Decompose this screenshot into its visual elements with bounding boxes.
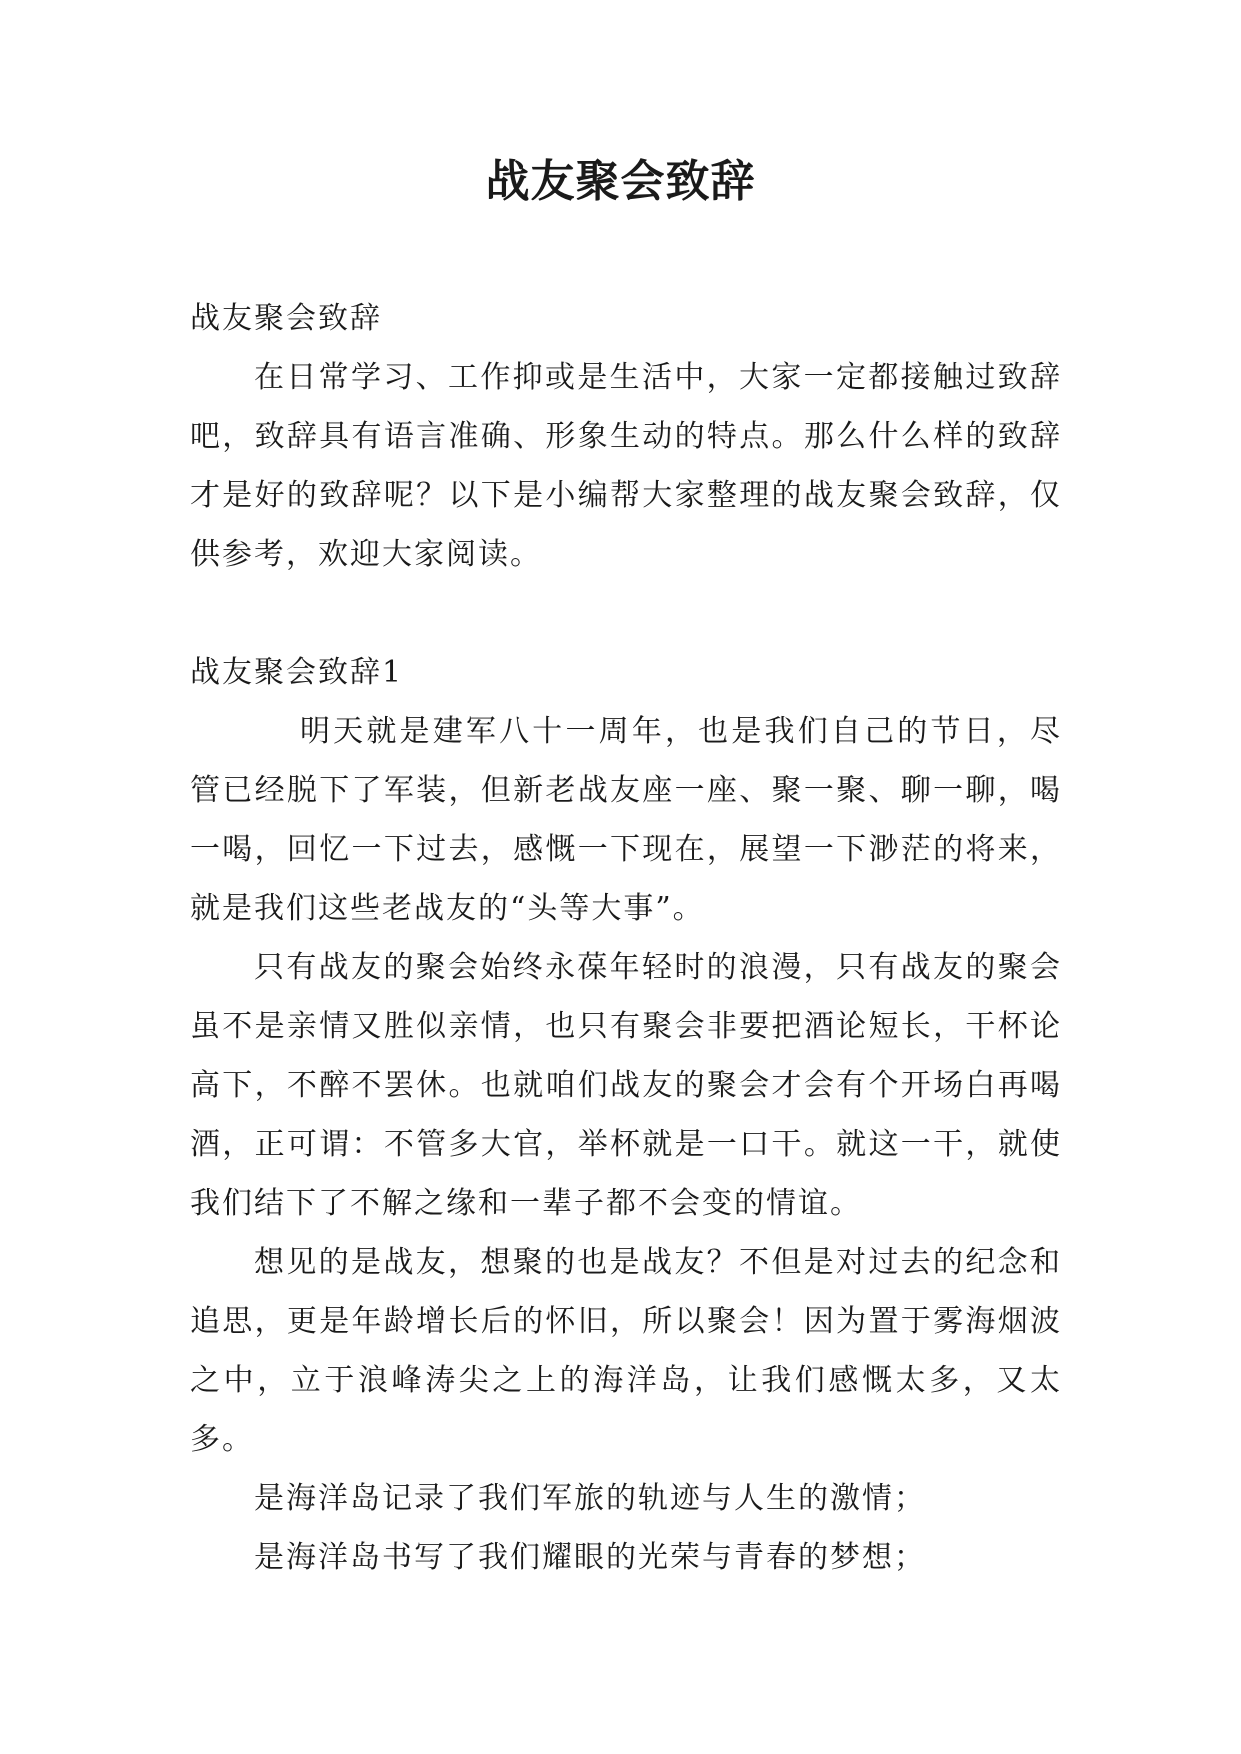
- document-subtitle: 战友聚会致辞: [190, 301, 382, 336]
- section-heading: 战友聚会致辞1: [190, 655, 404, 690]
- document-body: [190, 289, 1062, 1587]
- body-paragraph-2: 只有战友的聚会始终永葆年轻时的浪漫，只有战友的聚会虽不是亲情又胜似亲情，也只有聚会非要把酒论短长，干杯论高下，不醉不罢休。也就咱们战友的聚会才会有个开场白再喝酒，正可谓：不管多大官，举杯就是一口干。就这一干，就使我们结下了不解之缘和一辈子都不会变的情谊。: [190, 950, 1062, 1221]
- body-paragraph-4: 是海洋岛记录了我们军旅的轨迹与人生的激情；: [254, 1481, 926, 1516]
- body-paragraph-3: 想见的是战友，想聚的也是战友？不但是对过去的纪念和追思，更是年龄增长后的怀旧，所以聚会！因为置于雾海烟波之中，立于浪峰涛尖之上的海洋岛，让我们感慨太多，又太多。: [190, 1245, 1062, 1457]
- document-title: 战友聚会致辞: [485, 156, 756, 207]
- body-paragraph-1: 明天就是建军八十一周年，也是我们自己的节日，尽管已经脱下了军装，但新老战友座一座、聚一聚、聊一聊，喝一喝，回忆一下过去，感慨一下现在，展望一下渺茫的将来，就是我们这些老战友的“头等大事”。: [190, 714, 1062, 926]
- body-paragraph-5: 是海洋岛书写了我们耀眼的光荣与青春的梦想；: [254, 1540, 926, 1575]
- paragraph-gap: [190, 584, 1062, 643]
- intro-paragraph: 在日常学习、工作抑或是生活中，大家一定都接触过致辞吧，致辞具有语言准确、形象生动的特点。那么什么样的致辞才是好的致辞呢？以下是小编帮大家整理的战友聚会致辞，仅供参考，欢迎大家阅读。: [190, 360, 1062, 572]
